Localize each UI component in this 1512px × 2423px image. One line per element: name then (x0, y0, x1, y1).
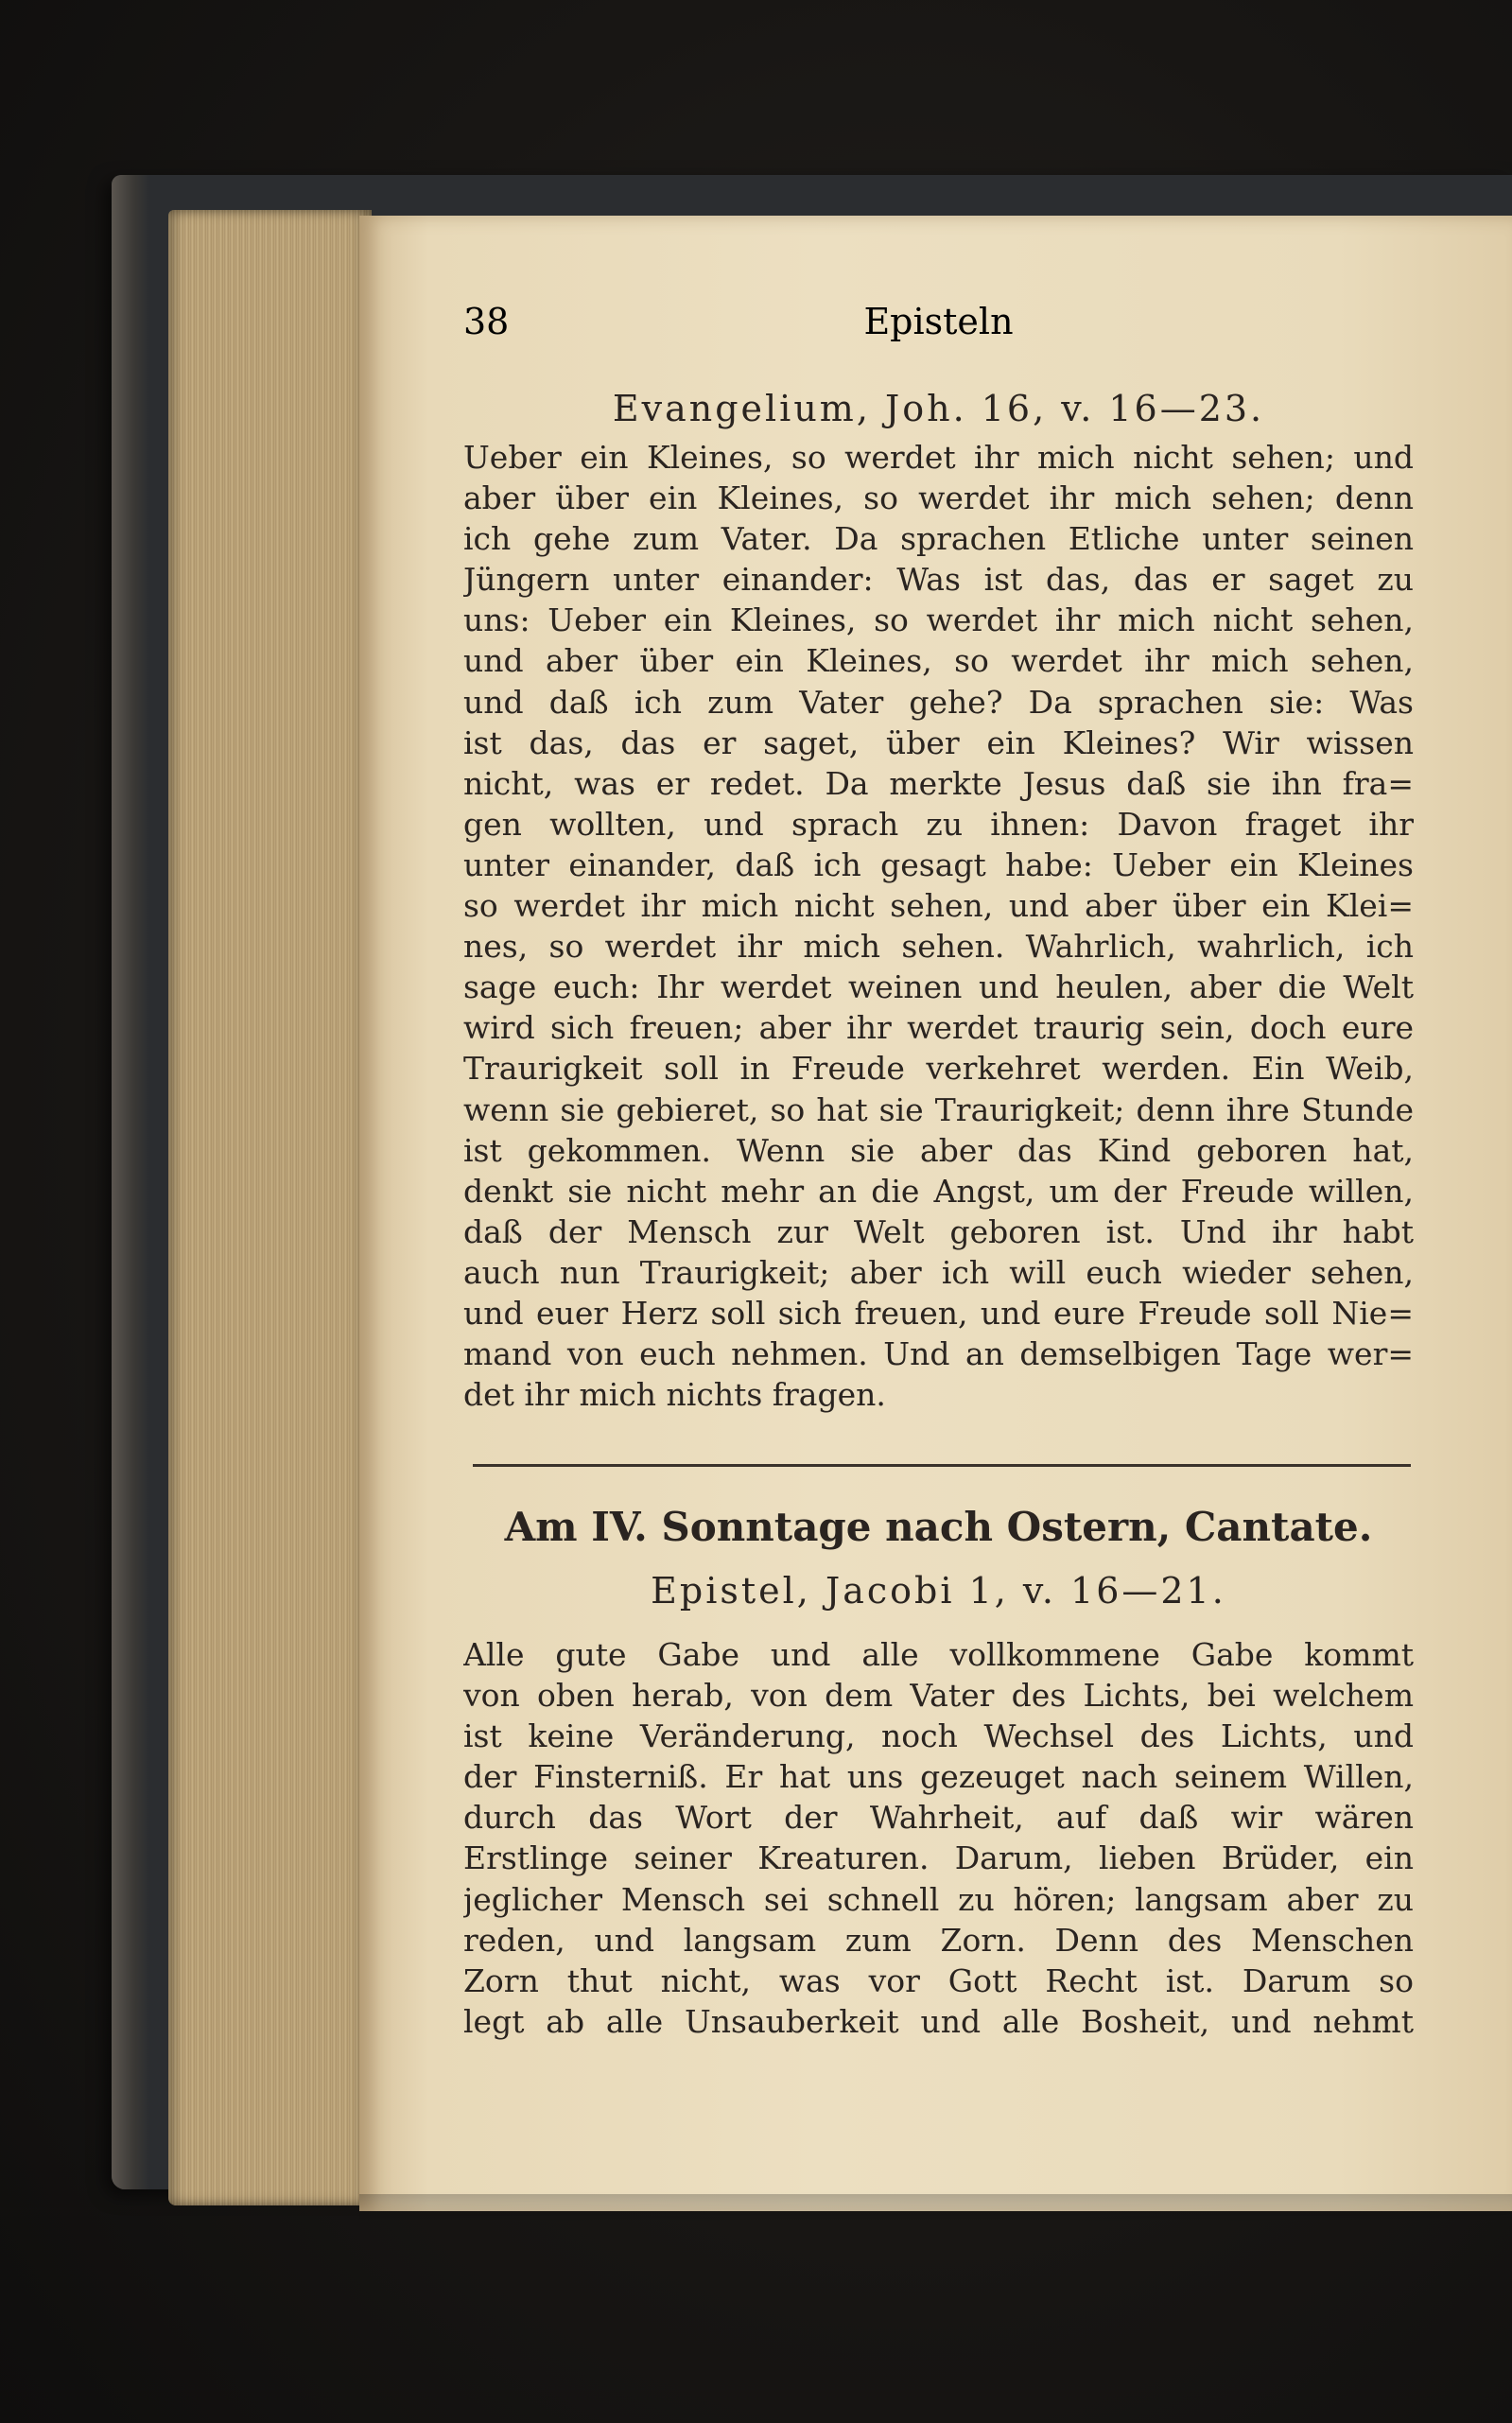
text-line: ist gekommen. Wenn sie aber das Kind geboren hat, (463, 1131, 1414, 1169)
text-line: wenn sie gebieret, so hat sie Traurigkeit; denn ihre Stunde (463, 1090, 1414, 1128)
text-line: Traurigkeit soll in Freude verkehret werden. Ein Weib, (463, 1050, 1414, 1088)
gospel-text (463, 437, 1414, 1415)
text-line: Zorn thut nicht, was vor Gott Recht ist. Darum so (463, 1961, 1414, 1999)
section-divider (473, 1464, 1411, 1467)
text-line: det ihr mich nichts fragen. (463, 1376, 886, 1414)
text-line: unter einander, daß ich gesagt habe: Ueber ein Kleines (463, 845, 1414, 883)
text-line: mand von euch nehmen. Und an demselbigen Tage wer= (463, 1335, 1414, 1373)
text-line: legt ab alle Unsauberkeit und alle Bosheit, und nehmt (463, 2002, 1414, 2040)
page-number: 38 (463, 301, 510, 342)
text-line: so werdet ihr mich nicht sehen, und aber über ein Klei= (463, 887, 1414, 925)
text-line: der Finsterniß. Er hat uns gezeuget nach seinem Willen, (463, 1758, 1414, 1796)
text-line: nes, so werdet ihr mich sehen. Wahrlich, wahrlich, ich (463, 928, 1414, 966)
text-line: sage euch: Ihr werdet weinen und heulen, aber die Welt (463, 968, 1414, 1006)
text-line: ist das, das er saget, über ein Kleines? Wir wissen (463, 723, 1414, 761)
text-line: Jüngern unter einander: Was ist das, das er saget zu (463, 561, 1414, 599)
text-line: von oben herab, von dem Vater des Lichts, bei welchem (463, 1677, 1414, 1715)
text-line: durch das Wort der Wahrheit, auf daß wir wären (463, 1799, 1414, 1837)
text-line: denkt sie nicht mehr an die Angst, um der Freude willen, (463, 1172, 1414, 1210)
running-head-title: Episteln (863, 301, 1014, 342)
text-line: aber über ein Kleines, so werdet ihr mich sehen; denn (463, 479, 1414, 517)
text-line: wird sich freuen; aber ihr werdet traurig sein, doch eure (463, 1009, 1414, 1047)
epistle-text (463, 1634, 1414, 2042)
text-line: gen wollten, und sprach zu ihnen: Davon fraget ihr (463, 805, 1414, 843)
text-line: nicht, was er redet. Da merkte Jesus daß sie ihn fra= (463, 764, 1414, 802)
running-head (463, 301, 1414, 348)
text-line: Alle gute Gabe und alle vollkommene Gabe kommt (463, 1636, 1414, 1673)
text-line: Ueber ein Kleines, so werdet ihr mich nicht sehen; und (463, 439, 1414, 476)
gospel-heading: Evangelium, Joh. 16, v. 16—23. (612, 388, 1265, 429)
text-line: und aber über ein Kleines, so werdet ihr mich sehen, (463, 642, 1414, 680)
text-line: und daß ich zum Vater gehe? Da sprachen sie: Was (463, 683, 1414, 721)
sunday-title: Am IV. Sonntage nach Ostern, Cantate. (504, 1504, 1373, 1550)
text-line: ist keine Veränderung, noch Wechsel des Lichts, und (463, 1717, 1414, 1755)
text-line: ich gehe zum Vater. Da sprachen Etliche unter seinen (463, 520, 1414, 558)
epistle-heading: Epistel, Jacobi 1, v. 16—21. (651, 1570, 1226, 1612)
text-line: und euer Herz soll sich freuen, und eure Freude soll Nie= (463, 1294, 1414, 1332)
text-line: daß der Mensch zur Welt geboren ist. Und ihr habt (463, 1212, 1414, 1250)
text-line: auch nun Traurigkeit; aber ich will euch wieder sehen, (463, 1253, 1414, 1291)
text-line: jeglicher Mensch sei schnell zu hören; langsam aber zu (463, 1880, 1414, 1918)
book-spine-edge (112, 175, 149, 2189)
page-block-edges (168, 210, 372, 2205)
text-line: uns: Ueber ein Kleines, so werdet ihr mich nicht sehen, (463, 601, 1414, 639)
text-line: Erstlinge seiner Kreaturen. Darum, lieben Brüder, ein (463, 1839, 1414, 1877)
text-line: reden, und langsam zum Zorn. Denn des Menschen (463, 1921, 1414, 1959)
page-shadow (359, 2194, 1512, 2223)
